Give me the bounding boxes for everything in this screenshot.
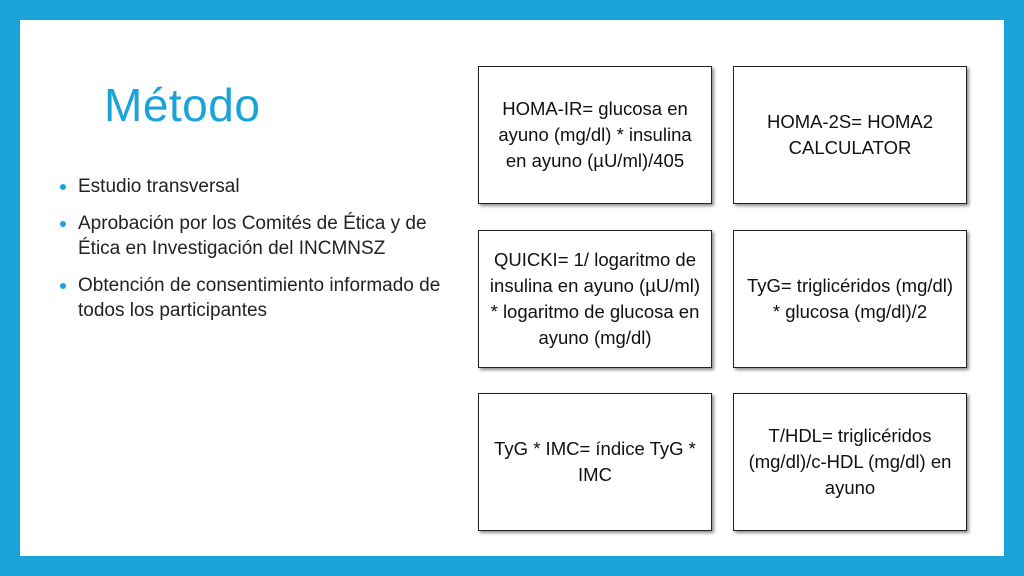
bullet-dot-icon xyxy=(60,283,66,289)
formula-text: TyG * IMC= índice TyG * IMC xyxy=(494,438,696,485)
bullet-dot-icon xyxy=(60,221,66,227)
formula-box-homa-2s xyxy=(733,66,967,204)
formula-text: T/HDL= triglicéridos (mg/dl)/c-HDL (mg/dl) en ayuno xyxy=(748,425,952,498)
formula-text: QUICKI= 1/ logaritmo de insulina en ayuno (µU/ml) * logaritmo de glucosa en ayuno (mg/dl) xyxy=(489,249,701,348)
bullet-item xyxy=(58,174,458,199)
formula-text: HOMA-IR= glucosa en ayuno (mg/dl) * insulina en ayuno (µU/ml)/405 xyxy=(498,98,692,171)
slide-title: Método xyxy=(104,79,261,131)
bullet-text: Estudio transversal xyxy=(78,176,240,197)
bullet-list xyxy=(58,174,458,335)
bullet-text: Obtención de consentimiento informado de todos los participantes xyxy=(78,275,441,321)
bullet-text: Aprobación por los Comités de Ética y de Ética en Investigación del INCMNSZ xyxy=(78,213,427,259)
bullet-item xyxy=(58,211,458,261)
slide xyxy=(20,20,1004,556)
formula-text: HOMA-2S= HOMA2 CALCULATOR xyxy=(766,111,934,158)
formula-box-tyg xyxy=(733,230,967,368)
formula-text: TyG= triglicéridos (mg/dl) * glucosa (mg/dl)/2 xyxy=(746,275,954,322)
formula-box-t-hdl xyxy=(733,393,967,531)
formula-box-tyg-imc xyxy=(478,393,712,531)
bullet-dot-icon xyxy=(60,184,66,190)
formula-box-homa-ir xyxy=(478,66,712,204)
formula-box-quicki xyxy=(478,230,712,368)
bullet-item xyxy=(58,273,458,323)
